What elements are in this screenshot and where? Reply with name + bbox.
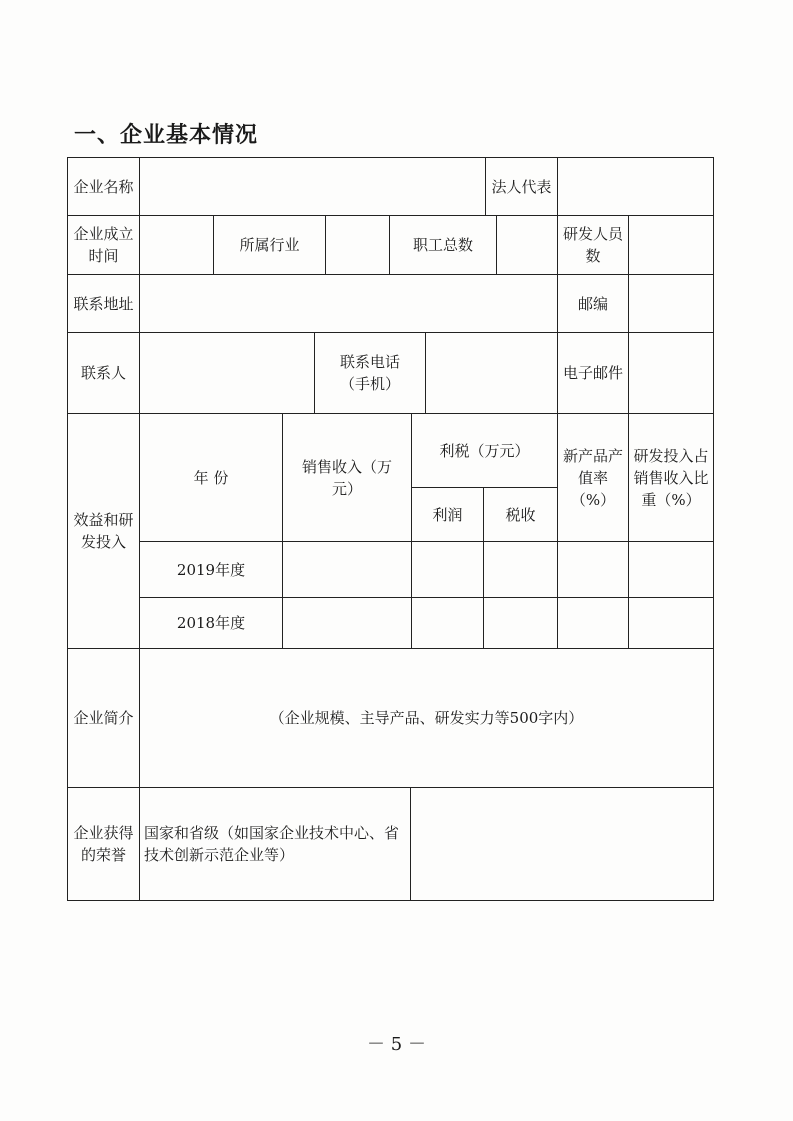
label-rd-staff: 研发人员数 bbox=[557, 215, 629, 275]
section-heading: 一、企业基本情况 bbox=[74, 123, 259, 148]
label-founded: 企业成立时间 bbox=[67, 215, 140, 275]
legal-rep-field[interactable] bbox=[557, 157, 714, 216]
label-profit-tax: 利税（万元） bbox=[411, 413, 558, 488]
sales-2019-field[interactable] bbox=[282, 541, 412, 598]
new-product-rate-2019-field[interactable] bbox=[557, 541, 629, 598]
rd-ratio-2018-field[interactable] bbox=[628, 597, 714, 649]
label-industry: 所属行业 bbox=[213, 215, 326, 275]
label-year: 年 份 bbox=[139, 413, 283, 542]
tax-2018-field[interactable] bbox=[483, 597, 558, 649]
label-contact: 联系人 bbox=[67, 332, 140, 414]
industry-field[interactable] bbox=[325, 215, 390, 275]
label-phone: 联系电话（手机） bbox=[314, 332, 426, 414]
profit-2019-field[interactable] bbox=[411, 541, 484, 598]
year-2018-label: 2018年度 bbox=[139, 597, 283, 649]
label-new-product-rate: 新产品产值率（%） bbox=[557, 413, 629, 542]
label-honors: 企业获得的荣誉 bbox=[67, 787, 140, 901]
new-product-rate-2018-field[interactable] bbox=[557, 597, 629, 649]
contact-field[interactable] bbox=[139, 332, 315, 414]
label-tax: 税收 bbox=[483, 487, 558, 542]
year-2019-label: 2019年度 bbox=[139, 541, 283, 598]
label-rd-ratio: 研发投入占销售收入比重（%） bbox=[628, 413, 714, 542]
email-field[interactable] bbox=[628, 332, 714, 414]
sales-2018-field[interactable] bbox=[282, 597, 412, 649]
label-benefit: 效益和研发投入 bbox=[67, 413, 140, 649]
page-number: － 5 － bbox=[367, 1034, 426, 1055]
rd-staff-field[interactable] bbox=[628, 215, 714, 275]
company-name-field[interactable] bbox=[139, 157, 486, 216]
phone-field[interactable] bbox=[425, 332, 558, 414]
label-postcode: 邮编 bbox=[557, 274, 629, 333]
rd-ratio-2019-field[interactable] bbox=[628, 541, 714, 598]
label-email: 电子邮件 bbox=[557, 332, 629, 414]
label-sales: 销售收入（万元） bbox=[282, 413, 412, 542]
honors-field[interactable] bbox=[410, 787, 714, 901]
label-profit: 利润 bbox=[411, 487, 484, 542]
label-staff-total: 职工总数 bbox=[389, 215, 497, 275]
founded-field[interactable] bbox=[139, 215, 214, 275]
label-company-name: 企业名称 bbox=[67, 157, 140, 216]
label-legal-rep: 法人代表 bbox=[485, 157, 558, 216]
label-address: 联系地址 bbox=[67, 274, 140, 333]
label-intro: 企业简介 bbox=[67, 648, 140, 788]
address-field[interactable] bbox=[139, 274, 558, 333]
profit-2018-field[interactable] bbox=[411, 597, 484, 649]
intro-field[interactable]: （企业规模、主导产品、研发实力等500字内） bbox=[139, 648, 714, 788]
tax-2019-field[interactable] bbox=[483, 541, 558, 598]
honors-hint: 国家和省级（如国家企业技术中心、省技术创新示范企业等） bbox=[139, 787, 411, 901]
postcode-field[interactable] bbox=[628, 274, 714, 333]
staff-total-field[interactable] bbox=[496, 215, 558, 275]
